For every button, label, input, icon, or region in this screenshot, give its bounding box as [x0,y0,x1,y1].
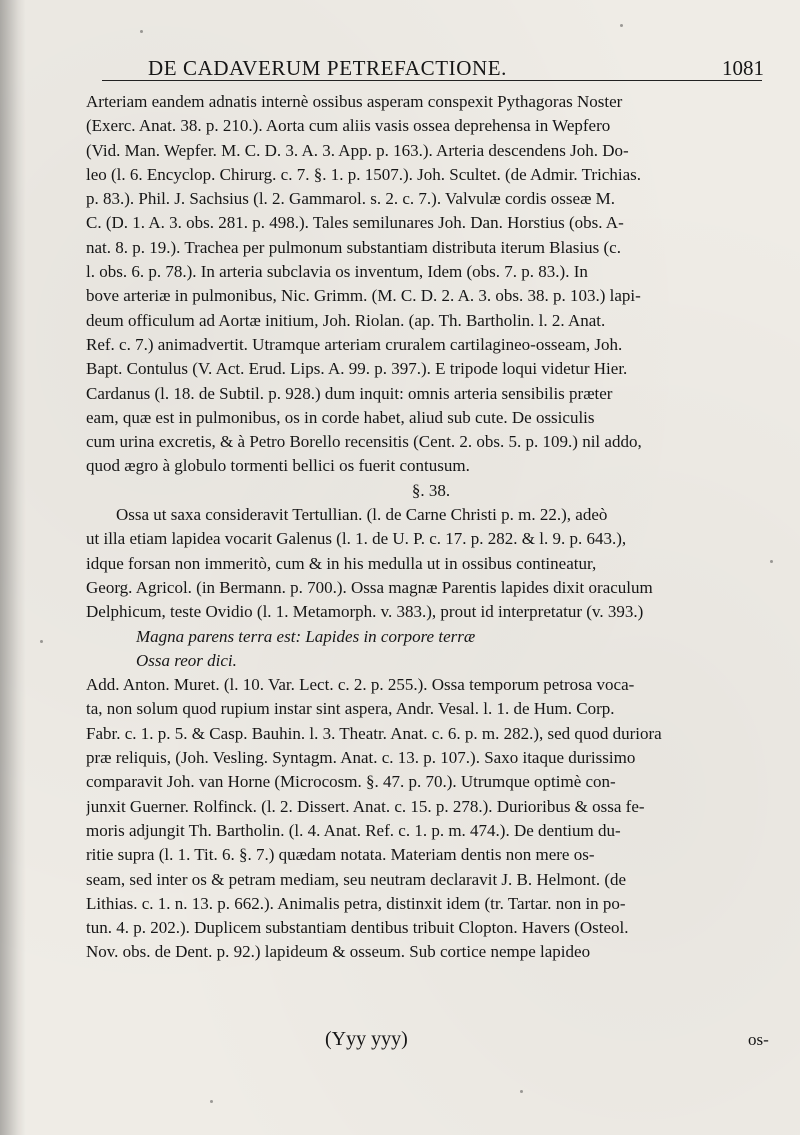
body-text [86,90,776,965]
text-line: quod ægro à globulo tormenti bellici os fuerit contusum. [86,456,470,476]
text-line: seam, sed inter os & petram mediam, seu neutram declaravit J. B. Helmont. (de [86,869,627,889]
paper-speck [40,640,43,643]
text-line: ritie supra (l. 1. Tit. 6. §. 7.) quædam notata. Materiam dentis non mere os- [86,845,595,865]
text-line: ut illa etiam lapidea vocarit Galenus (l. 1. de U. P. c. 17. p. 282. & l. 9. p. 643.), [86,529,627,549]
page-footer [0,1028,800,1058]
text-line: Ossa ut saxa consideravit Tertullian. (l. de Carne Christi p. m. 22.), adeò [116,505,608,525]
section-mark: §. 38. [411,480,451,500]
text-line: Arteriam eandem adnatis internè ossibus asperam conspexit Pythagoras Noster [86,92,623,111]
paper-speck [770,560,773,563]
binding-shadow [0,0,26,1135]
text-line: moris adjungit Th. Bartholin. (l. 4. Anat. Ref. c. 1. p. m. 474.). De dentium du- [86,820,621,840]
text-line: cum urina excretis, & à Petro Borello recensitis (Cent. 2. obs. 5. p. 109.) nil addo, [86,432,642,452]
text-line: comparavit Joh. van Horne (Microcosm. §. 47. p. 70.). Utrumque optimè con- [86,772,616,792]
text-line: (Vid. Man. Wepfer. M. C. D. 3. A. 3. App. p. 163.). Arteria descendens Joh. Do- [86,140,629,160]
verse-line: Ossa reor dici. [136,650,237,670]
page-number: 1081 [722,56,764,80]
catchword: os- [748,1030,769,1049]
text-line: tun. 4. p. 202.). Duplicem substantiam dentibus tribuit Clopton. Havers (Osteol. [86,918,629,938]
text-line: leo (l. 6. Encyclop. Chirurg. c. 7. §. 1. p. 1507.). Joh. Scultet. (de Admir. Trichias. [86,164,641,184]
text-line: (Exerc. Anat. 38. p. 210.). Aorta cum aliis vasis ossea deprehensa in Wepfero [86,116,611,136]
text-line: p. 83.). Phil. J. Sachsius (l. 2. Gammarol. s. 2. c. 7.). Valvulæ cordis osseæ M. [86,189,616,209]
text-line: Ref. c. 7.) animadvertit. Utramque arteriam cruralem cartilagineo-osseam, Joh. [86,334,623,354]
text-line: eam, quæ est in pulmonibus, os in corde habet, aliud sub cute. De ossiculis [86,407,595,427]
header-rule [102,80,762,81]
text-line: Cardanus (l. 18. de Subtil. p. 928.) dum inquit: omnis arteria sensibilis præter [86,383,613,403]
text-line: ta, non solum quod rupium instar sint aspera, Andr. Vesal. l. 1. de Hum. Corp. [86,699,615,719]
text-line: deum officulum ad Aortæ initium, Joh. Riolan. (ap. Th. Bartholin. l. 2. Anat. [86,310,606,330]
text-line: Nov. obs. de Dent. p. 92.) lapideum & osseum. Sub cortice nempe lapideo [86,942,591,962]
text-line: junxit Guerner. Rolfinck. (l. 2. Dissert. Anat. c. 15. p. 278.). Durioribus & ossa fe- [86,796,645,816]
verse-line: Magna parens terra est: Lapides in corpore terræ [136,626,476,646]
text-line: idque forsan non immeritò, cum & in his medulla ut in ossibus contineatur, [86,553,597,573]
paper-speck [620,24,623,27]
text-line: Fabr. c. 1. p. 5. & Casp. Bauhin. l. 3. Theatr. Anat. c. 6. p. m. 282.), sed quod duriora [86,723,662,743]
paper-speck [140,30,143,33]
paper-speck [210,1100,213,1103]
text-line: Bapt. Contulus (V. Act. Erud. Lips. A. 99. p. 397.). E tripode loqui videtur Hier. [86,359,628,379]
text-line: l. obs. 6. p. 78.). In arteria subclavia os inventum, Idem (obs. 7. p. 83.). In [86,262,588,282]
text-line: C. (D. 1. A. 3. obs. 281. p. 498.). Tales semilunares Joh. Dan. Horstius (obs. A- [86,213,624,233]
signature-mark: (Yyy yyy) [325,1028,408,1050]
text-line: Lithias. c. 1. n. 13. p. 662.). Animalis petra, distinxit idem (tr. Tartar. non in po- [86,893,626,913]
text-line: nat. 8. p. 19.). Trachea per pulmonum substantiam distributa iterum Blasius (c. [86,237,621,257]
paper-speck [520,1090,523,1093]
text-line: Georg. Agricol. (in Bermann. p. 700.). Ossa magnæ Parentis lapides dixit oraculum [86,577,653,597]
text-line: Delphicum, teste Ovidio (l. 1. Metamorph. v. 383.), prout id interpretatur (v. 393.) [86,602,644,622]
running-title: DE CADAVERUM PETREFACTIONE. [148,56,508,80]
running-head [0,52,800,82]
text-line: præ reliquis, (Joh. Vesling. Syntagm. Anat. c. 13. p. 107.). Saxo itaque durissimo [86,748,636,768]
text-line: bove arteriæ in pulmonibus, Nic. Grimm. (M. C. D. 2. A. 3. obs. 38. p. 103.) lapi- [86,286,641,306]
text-line: Add. Anton. Muret. (l. 10. Var. Lect. c. 2. p. 255.). Ossa temporum petrosa voca- [86,675,635,695]
